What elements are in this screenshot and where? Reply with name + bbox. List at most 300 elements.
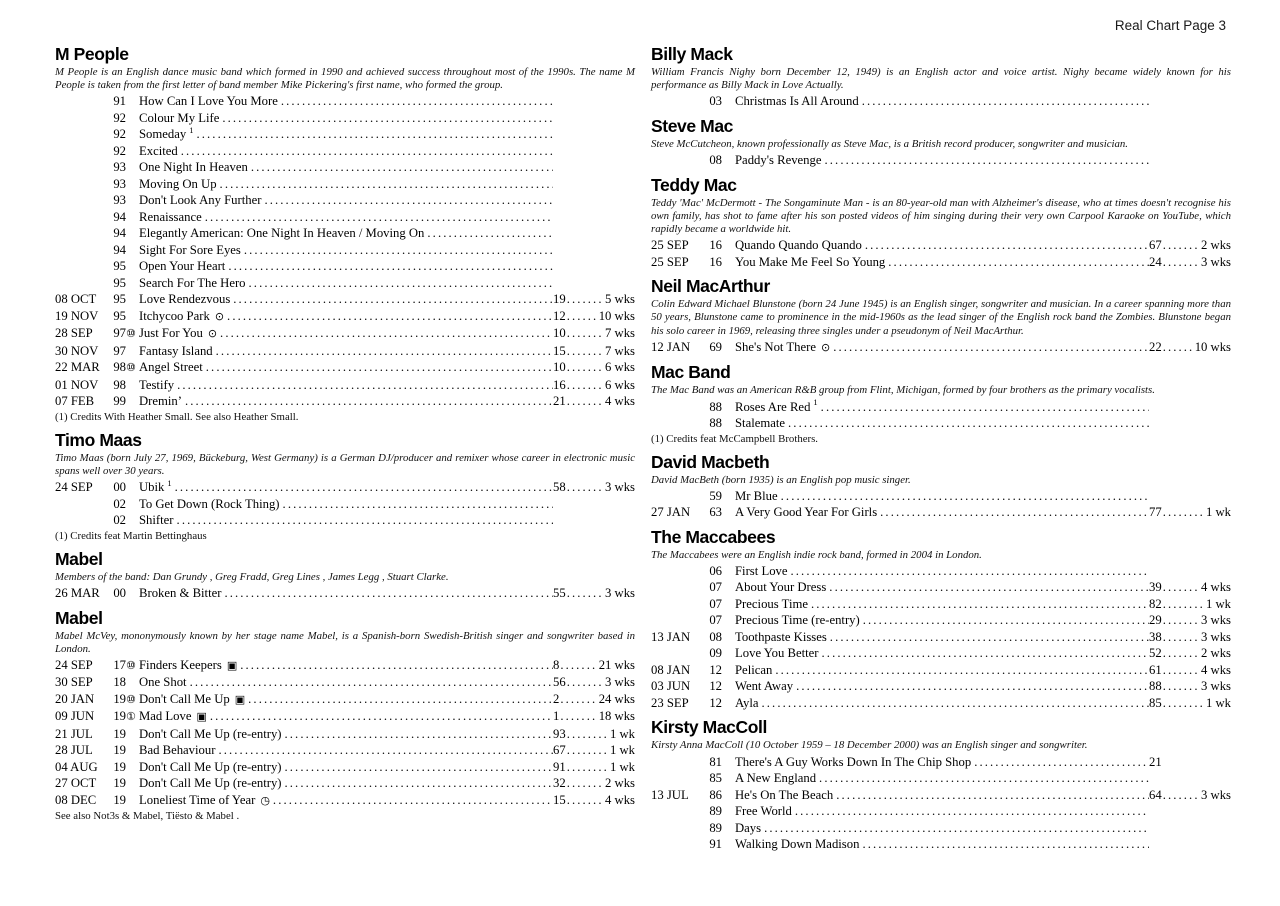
entry-title: [139, 792, 270, 810]
entry-peak: 55: [553, 586, 566, 601]
entry-title-text: Sight For Sore Eyes: [139, 242, 241, 257]
entry-weeks: 1 wk: [1205, 695, 1231, 710]
entry-title: [139, 343, 213, 360]
chart-entry-row: [55, 308, 635, 326]
entry-result: [553, 775, 635, 792]
entry-peak: 93: [553, 726, 566, 741]
entry-year: 08: [709, 629, 722, 644]
chart-entry-row: [55, 708, 635, 726]
entry-peak: 77: [1149, 505, 1162, 520]
chart-entry-row: [651, 339, 1231, 357]
dot-leader: [888, 254, 1149, 271]
entry-title: [139, 225, 424, 242]
entry-year: 97: [113, 343, 126, 358]
entry-date: 22 MAR: [55, 360, 100, 375]
dot-leader: [862, 836, 1149, 853]
entry-year: 92: [113, 143, 126, 158]
artist-section: [651, 528, 1231, 712]
entry-weeks: 2 wks: [605, 776, 635, 791]
chart-entry-row: [55, 674, 635, 691]
entry-year: 92: [113, 110, 126, 125]
dot-leader: [285, 726, 553, 743]
dot-leader-short: [1163, 662, 1200, 679]
entry-result: [1149, 695, 1231, 712]
entry-title: [735, 612, 860, 629]
entry-title: [139, 742, 215, 759]
entry-result: [553, 291, 635, 308]
entry-year: 19: [113, 743, 126, 758]
artist-section: [651, 453, 1231, 521]
entry-title-text: Mr Blue: [735, 488, 778, 503]
entry-year: 94: [113, 209, 126, 224]
chart-entry-row: [55, 359, 635, 377]
chart-entry-row: [55, 209, 635, 226]
entry-date: 25 SEP: [651, 254, 689, 269]
dot-leader: [220, 325, 553, 342]
entry-peak: 2: [553, 691, 560, 706]
entry-title-text: Love Rendezvous: [139, 292, 231, 307]
entry-year: 98: [113, 360, 126, 375]
entry-date: 08 JAN: [651, 662, 691, 677]
entry-weeks: 1 wk: [609, 726, 635, 741]
entry-title-text: Precious Time (re-entry): [735, 613, 860, 628]
dot-leader-short: [1163, 695, 1205, 712]
entry-year: 02: [113, 496, 126, 511]
entry-peak: 91: [553, 759, 566, 774]
entry-title-text: Went Away: [735, 679, 794, 694]
entry-result: [1149, 339, 1231, 356]
chart-entry-row: [651, 504, 1231, 521]
entry-title: [735, 237, 862, 254]
entry-title: [139, 775, 282, 792]
chart-entry-row: [55, 496, 635, 513]
entry-result: [553, 657, 635, 674]
dot-leader-short: [1163, 579, 1200, 596]
entry-title: [735, 787, 833, 804]
dot-leader: [427, 225, 553, 242]
entry-year: 12: [709, 662, 722, 677]
entry-peak: 1: [553, 709, 560, 724]
entry-year: 18: [113, 675, 126, 690]
entry-peak: 82: [1149, 596, 1162, 611]
dot-leader-short: [567, 393, 604, 410]
entry-weeks: 4 wks: [1201, 580, 1231, 595]
entry-title-text: How Can I Love You More: [139, 94, 278, 109]
entry-title-text: Days: [735, 820, 762, 835]
entry-title: [139, 393, 182, 410]
dot-leader: [273, 792, 553, 809]
page-header: Real Chart Page 3: [1114, 18, 1226, 33]
chart-entry-row: [651, 254, 1231, 271]
artist-bio: The Mac Band was an American R&B group from Flint, Michigan, formed by four brothers as the primary vocalists.: [651, 384, 1155, 397]
dot-leader: [244, 242, 553, 259]
entry-title: [735, 645, 819, 662]
dot-leader: [177, 377, 553, 394]
entry-result: [1149, 596, 1231, 613]
entry-date: 12 JAN: [651, 339, 691, 354]
entry-result: [1149, 254, 1231, 271]
entry-result: [1149, 678, 1231, 695]
entry-weeks: 10 wks: [1194, 339, 1231, 354]
entry-peak: 88: [1149, 679, 1162, 694]
entry-title-text: Elegantly American: One Night In Heaven / Moving On: [139, 226, 425, 241]
dot-leader: [285, 759, 553, 776]
entry-peak: 39: [1149, 580, 1162, 595]
entry-peak: 64: [1149, 787, 1162, 802]
dot-leader: [788, 415, 1149, 432]
entry-title: [139, 308, 224, 326]
artist-name: Billy Mack: [651, 44, 733, 64]
entry-title: [139, 143, 178, 160]
entry-result: [1149, 787, 1231, 804]
entry-title-text: Don't Call Me Up: [139, 691, 230, 706]
dot-leader-short: [567, 291, 604, 308]
entry-title: [735, 678, 793, 695]
entry-title: [735, 152, 822, 169]
dot-leader-short: [567, 759, 609, 776]
entry-year: 19: [113, 726, 126, 741]
entry-title: [139, 585, 221, 602]
dot-leader-short: [567, 359, 604, 376]
entry-title: [735, 579, 826, 596]
entry-title-text: Free World: [735, 804, 792, 819]
title-note-sup: 1: [167, 478, 172, 489]
entry-year: 00: [113, 586, 126, 601]
entry-year: 85: [709, 771, 722, 786]
entry-weeks: 7 wks: [605, 326, 635, 341]
entry-peak: 19: [553, 292, 566, 307]
entry-title-text: Renaissance: [139, 209, 202, 224]
entry-title-text: Shifter: [139, 513, 174, 528]
dot-leader: [264, 192, 553, 209]
entry-title-text: Ubik: [139, 480, 165, 495]
entry-title-text: Moving On Up: [139, 176, 217, 191]
entry-peak: 24: [1149, 254, 1162, 269]
credits-footnote: (1) Credits With Heather Small. See also Heather Small.: [55, 410, 299, 423]
entry-date: 13 JUL: [651, 787, 689, 802]
chart-entry-row: [55, 325, 635, 343]
entry-title: [139, 708, 207, 726]
credits-footnote: See also Not3s & Mabel, Tiësto & Mabel .: [55, 810, 240, 823]
entry-title: [139, 275, 246, 292]
dot-leader-short: [567, 325, 604, 342]
entry-title: [735, 836, 859, 853]
entry-result: [1149, 612, 1231, 629]
entry-result: [1149, 579, 1231, 596]
entry-year: 88: [709, 399, 722, 414]
artist-name: David Macbeth: [651, 451, 770, 472]
dot-leader: [833, 339, 1149, 356]
chart-entry-row: [55, 275, 635, 292]
entry-weeks: 2 wks: [1201, 238, 1231, 253]
title-symbol-icon: ▣: [226, 658, 238, 672]
artist-name: Kirsty MacColl: [651, 717, 767, 738]
chart-entry-row: [55, 343, 635, 360]
chart-entry-row: [651, 612, 1231, 629]
year-badge-icon: ⑩: [126, 658, 136, 672]
artist-section: [55, 45, 635, 424]
entry-title: [139, 192, 261, 209]
dot-leader-short: [1163, 339, 1194, 356]
artist-section: [651, 363, 1231, 445]
entry-title: [735, 695, 759, 712]
entry-weeks: 24 wks: [598, 691, 635, 706]
entry-title-text: Finders Keepers: [139, 657, 222, 672]
artist-section: [55, 431, 635, 543]
entry-peak: 22: [1149, 339, 1162, 354]
dot-leader-short: [567, 479, 604, 496]
chart-entry-row: [55, 585, 635, 602]
entry-peak: 56: [553, 675, 566, 690]
entry-title: [139, 359, 203, 376]
entry-result: [1149, 754, 1231, 771]
entry-weeks: 3 wks: [1201, 629, 1231, 644]
entry-title: [139, 176, 217, 193]
entry-title: [735, 488, 778, 505]
entry-title: [735, 254, 885, 271]
dot-leader: [974, 754, 1149, 771]
dot-leader-short: [567, 726, 609, 743]
entry-result: [553, 359, 635, 376]
chart-entry-row: [651, 662, 1231, 679]
dot-leader-short: [1163, 254, 1200, 271]
entry-year: 19: [113, 792, 126, 807]
dot-leader: [177, 512, 553, 529]
entry-title-text: Christmas Is All Around: [735, 94, 859, 109]
entry-result: [1149, 662, 1231, 679]
entry-year: 95: [113, 292, 126, 307]
entry-date: 07 FEB: [55, 394, 95, 409]
entry-year: 69: [709, 339, 722, 354]
dot-leader: [228, 258, 553, 275]
chart-entry-row: [651, 803, 1231, 820]
entry-year: 89: [709, 804, 722, 819]
entry-title-text: You Make Me Feel So Young: [735, 254, 886, 269]
entry-peak: 58: [553, 480, 566, 495]
chart-entry-row: [55, 225, 635, 242]
columns-container: [55, 44, 1231, 853]
chart-entry-row: [651, 754, 1231, 771]
entry-title: [139, 726, 282, 743]
credits-footnote: (1) Credits feat McCampbell Brothers.: [651, 432, 819, 445]
entry-result: [1149, 504, 1231, 521]
dot-leader: [283, 496, 553, 513]
entry-year: 95: [113, 275, 126, 290]
year-badge-icon: ⑩: [126, 327, 136, 341]
title-symbol-icon: ⊙: [820, 340, 831, 354]
entry-date: 27 JAN: [651, 505, 691, 520]
entry-year: 03: [709, 94, 722, 109]
chart-entry-row: [651, 770, 1231, 787]
dot-leader: [220, 176, 553, 193]
entry-title-text: Itchycoo Park: [139, 308, 210, 323]
entry-title-text: Open Your Heart: [139, 259, 226, 274]
dot-leader: [249, 275, 553, 292]
entry-year: 89: [709, 820, 722, 835]
entry-title: [139, 691, 245, 709]
entry-year: 93: [113, 193, 126, 208]
entry-title: [139, 258, 225, 275]
chart-entry-row: [55, 775, 635, 792]
entry-date: 09 JUN: [55, 709, 95, 724]
entry-result: [553, 691, 635, 708]
title-symbol-icon: ◷: [260, 793, 270, 807]
entry-year: 19: [113, 776, 126, 791]
entry-year: 06: [709, 563, 722, 578]
chart-entry-row: [55, 159, 635, 176]
chart-entry-row: [55, 110, 635, 127]
entry-title-text: Loneliest Time of Year: [139, 792, 256, 807]
entry-year: 19: [113, 691, 126, 706]
chart-entry-row: [651, 579, 1231, 596]
entry-year: 93: [113, 176, 126, 191]
entry-peak: 8: [553, 657, 560, 672]
entry-title-text: One Shot: [139, 675, 187, 690]
title-symbol-icon: ⊙: [207, 327, 218, 341]
artist-section: [651, 45, 1231, 110]
entry-title-text: Stalemate: [735, 416, 786, 431]
entry-title-text: Don't Call Me Up (re-entry): [139, 726, 282, 741]
entry-year: 95: [113, 308, 126, 323]
entry-peak: 16: [553, 377, 566, 392]
entry-title: [139, 110, 219, 127]
right-column: [651, 45, 1231, 853]
dot-leader: [825, 152, 1149, 169]
entry-title-text: Angel Street: [139, 360, 203, 375]
chart-entry-row: [651, 488, 1231, 505]
dot-leader: [865, 237, 1149, 254]
artist-section: [651, 117, 1231, 169]
dot-leader-short: [560, 708, 597, 725]
entry-date: 27 OCT: [55, 776, 97, 791]
artist-name: Teddy Mac: [651, 174, 737, 195]
entry-title: [139, 657, 237, 675]
entry-title-text: Colour My Life: [139, 110, 220, 125]
dot-leader-short: [1163, 678, 1200, 695]
entry-date: 04 AUG: [55, 759, 98, 774]
entry-title: [139, 759, 282, 776]
dot-leader: [781, 488, 1149, 505]
entry-date: 28 JUL: [55, 743, 93, 758]
entry-title-text: Bad Behaviour: [139, 743, 216, 758]
entry-year: 07: [709, 613, 722, 628]
entry-weeks: 3 wks: [1201, 254, 1231, 269]
entry-result: [1149, 629, 1231, 646]
entry-year: 16: [709, 254, 722, 269]
entry-title: [735, 596, 808, 613]
dot-leader: [795, 803, 1149, 820]
artist-section: [651, 277, 1231, 356]
chart-entry-row: [55, 176, 635, 193]
chart-entry-row: [651, 415, 1231, 432]
artist-section: [651, 176, 1231, 271]
artist-section: [651, 718, 1231, 852]
entry-title: [139, 242, 241, 259]
entry-weeks: 21 wks: [598, 657, 635, 672]
entry-title-text: Dremin’: [139, 394, 182, 409]
dot-leader: [836, 787, 1149, 804]
entry-title-text: Pelican: [735, 662, 773, 677]
credits-footnote: (1) Credits feat Martin Bettinghaus: [55, 529, 207, 542]
entry-title-text: Roses Are Red: [735, 399, 811, 414]
entry-weeks: 3 wks: [1201, 613, 1231, 628]
chart-entry-row: [651, 563, 1231, 580]
entry-date: 21 JUL: [55, 726, 93, 741]
entry-peak: 85: [1149, 695, 1162, 710]
dot-leader-short: [567, 775, 604, 792]
entry-title: [139, 291, 230, 308]
dot-leader: [880, 504, 1149, 521]
dot-leader-short: [1163, 596, 1205, 613]
entry-title-text: He's On The Beach: [735, 787, 834, 802]
dot-leader-short: [560, 657, 597, 674]
chart-entry-row: [651, 645, 1231, 662]
entry-title-text: There's A Guy Works Down In The Chip Shop: [735, 754, 972, 769]
entry-peak: 10: [553, 360, 566, 375]
artist-name: Mac Band: [651, 362, 731, 383]
artist-name: Mabel: [55, 548, 103, 569]
chart-entry-row: [55, 126, 635, 143]
entry-title: [735, 563, 788, 580]
dot-leader: [190, 674, 553, 691]
chart-entry-row: [55, 93, 635, 110]
chart-entry-row: [55, 512, 635, 529]
dot-leader: [205, 209, 553, 226]
artist-name: Mabel: [55, 607, 103, 628]
entry-title: [139, 209, 202, 226]
dot-leader: [216, 343, 553, 360]
entry-title-text: Paddy's Revenge: [735, 153, 822, 168]
chart-entry-row: [55, 657, 635, 675]
artist-section: [55, 609, 635, 824]
entry-weeks: 5 wks: [605, 292, 635, 307]
entry-peak: 10: [553, 326, 566, 341]
chart-entry-row: [55, 242, 635, 259]
entry-year: 07: [709, 596, 722, 611]
dot-leader: [285, 775, 553, 792]
chart-entry-row: [651, 152, 1231, 169]
dot-leader-short: [1163, 612, 1200, 629]
dot-leader-short: [567, 585, 604, 602]
dot-leader: [863, 612, 1149, 629]
entry-result: [553, 759, 635, 776]
dot-leader: [821, 399, 1149, 416]
dot-leader: [762, 695, 1150, 712]
entry-weeks: 10 wks: [598, 308, 635, 323]
year-badge-icon: ⑩: [126, 692, 136, 706]
entry-title-text: Mad Love: [139, 709, 192, 724]
dot-leader: [222, 110, 553, 127]
entry-peak: 67: [553, 743, 566, 758]
entry-title-text: First Love: [735, 563, 788, 578]
chart-entry-row: [55, 143, 635, 160]
chart-entry-row: [55, 192, 635, 209]
dot-leader: [233, 291, 553, 308]
entry-weeks: 3 wks: [1201, 679, 1231, 694]
entry-title: [139, 126, 193, 143]
entry-result: [553, 742, 635, 759]
entry-weeks: 6 wks: [605, 377, 635, 392]
entry-year: 59: [709, 488, 722, 503]
dot-leader: [251, 159, 553, 176]
entry-title: [139, 377, 174, 394]
entry-title-text: Search For The Hero: [139, 275, 246, 290]
entry-title-text: Testify: [139, 377, 175, 392]
entry-result: [553, 308, 635, 325]
chart-entry-row: [55, 479, 635, 496]
artist-name: Steve Mac: [651, 115, 734, 136]
entry-year: 16: [709, 238, 722, 253]
